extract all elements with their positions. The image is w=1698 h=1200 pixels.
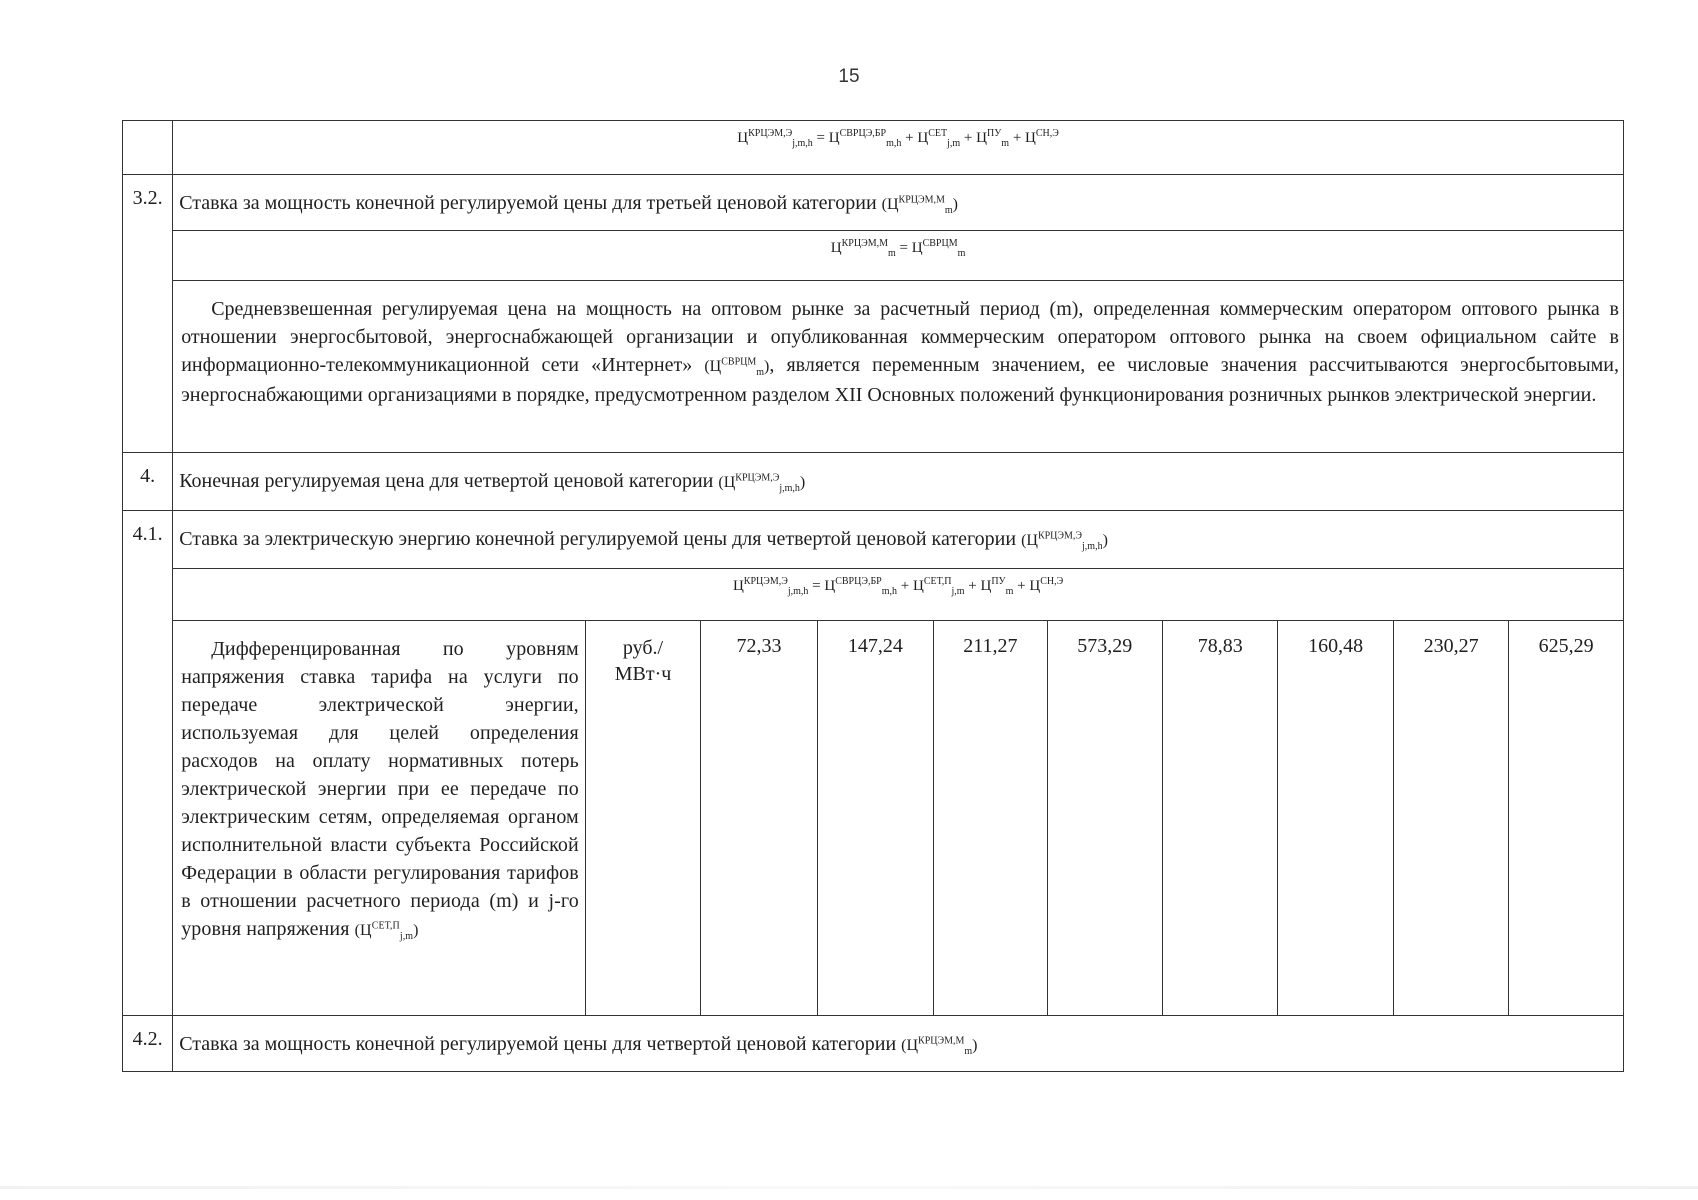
formula-3-2: $Ц^{КРЦЭМ,М}_m = Ц^{СВРЦМ}_m$ <box>173 231 1624 281</box>
row-heading: Ставка за мощность конечной регулируемой цены для четвертой ценовой категории $(Ц^{КРЦЭМ,М}_m)$ <box>173 1016 1624 1072</box>
row-number: 4. <box>123 453 173 511</box>
value-cell: 230,27 <box>1393 621 1508 1016</box>
row-4-1 <box>123 511 1624 569</box>
data-row-4-1 <box>123 621 1624 1016</box>
row-heading: Ставка за мощность конечной регулируемой цены для третьей ценовой категории $(Ц^{КРЦЭМ,М}_m)$ <box>173 175 1624 231</box>
unit-cell <box>585 621 700 1016</box>
unit-line: руб./ <box>622 637 664 659</box>
value-cell: 147,24 <box>817 621 933 1016</box>
tariff-table <box>122 120 1624 1072</box>
row-heading: Конечная регулируемая цена для четвертой ценовой категории $(Ц^{КРЦЭМ,Э}_{j,m,h})$ <box>173 453 1624 511</box>
unit-line: МВт·ч <box>614 663 672 685</box>
symbol: $(Ц^{КРЦЭМ,М}_m)$ <box>881 194 958 217</box>
value-cell: 625,29 <box>1509 621 1624 1016</box>
num-cell-empty <box>123 121 173 175</box>
symbol: $(Ц^{СЕТ,П}_{j,m})$ <box>354 920 419 943</box>
formula-row-4-1 <box>123 569 1624 621</box>
value-cell: 573,29 <box>1047 621 1162 1016</box>
value-cell: 78,83 <box>1163 621 1278 1016</box>
value-cell: 72,33 <box>701 621 817 1016</box>
row-heading: Ставка за электрическую энергию конечной регулируемой цены для четвертой ценовой категории $(Ц^{КРЦЭМ,Э}_{j,m,h})$ <box>173 511 1624 569</box>
row-4 <box>123 453 1624 511</box>
row-number: 4.2. <box>123 1016 173 1072</box>
formula-4-1: $Ц^{КРЦЭМ,Э}_{j,m,h} = Ц^{СВРЦЭ,БР}_{m,h} + Ц^{СЕТ,П}_{j,m} + Ц^{ПУ}_m + Ц^{СН,Э}$ <box>173 569 1624 621</box>
symbol: $(Ц^{СВРЦМ}_m)$ <box>704 356 770 379</box>
row-number: 4.1. <box>123 511 173 1016</box>
symbol: $(Ц^{КРЦЭМ,Э}_{j,m,h})$ <box>718 472 806 495</box>
symbol: $(Ц^{КРЦЭМ,Э}_{j,m,h})$ <box>1021 530 1108 553</box>
row-number: 3.2. <box>123 175 173 453</box>
value-cell: 211,27 <box>934 621 1047 1016</box>
formula-3-1: $Ц^{КРЦЭМ,Э}_{j,m,h} = Ц^{СВРЦЭ,БР}_{m,h} + Ц^{СЕТ}_{j,m} + Ц^{ПУ}_m + Ц^{СН,Э}$ <box>173 121 1624 175</box>
symbol: $(Ц^{КРЦЭМ,М}_m)$ <box>901 1035 978 1058</box>
row-4-2 <box>123 1016 1624 1072</box>
row-3-2 <box>123 175 1624 231</box>
formula-row-3-2 <box>123 231 1624 281</box>
paragraph-3-2: Средневзвешенная регулируемая цена на мощность на оптовом рынке за расчетный период (m), определенная коммерческим оператором оптового рынка в отношении энергосбытовой, энергоснабжающей организации и опубликованная коммерческим оператором оптового рынка на своем официальном сайте в информационно-телекоммуникационной сети «Интернет» $(Ц^{СВРЦМ}_m)$, является переменным значением, ее числовые значения рассчитываются энергосбытовыми, энергоснабжающими организациями в порядке, предусмотренном разделом XII Основных положений функционирования розничных рынков электрической энергии. <box>173 281 1624 453</box>
value-cell: 160,48 <box>1278 621 1393 1016</box>
page-number: 15 <box>838 66 860 87</box>
scan-edge <box>0 1186 1698 1189</box>
formula-row-3-1 <box>123 121 1624 175</box>
rate-description: Дифференцированная по уровням напряжения ставка тарифа на услуги по передаче электрической энергии, используемая для целей определения расходов на оплату нормативных потерь электрической энергии при ее передаче по электрическим сетям, определяемая органом исполнительной власти субъекта Российской Федерации в области регулирования тарифов в отношении расчетного периода (m) и j-го уровня напряжения $(Ц^{СЕТ,П}_{j,m})$ <box>173 621 586 1016</box>
paragraph-row-3-2 <box>123 281 1624 453</box>
